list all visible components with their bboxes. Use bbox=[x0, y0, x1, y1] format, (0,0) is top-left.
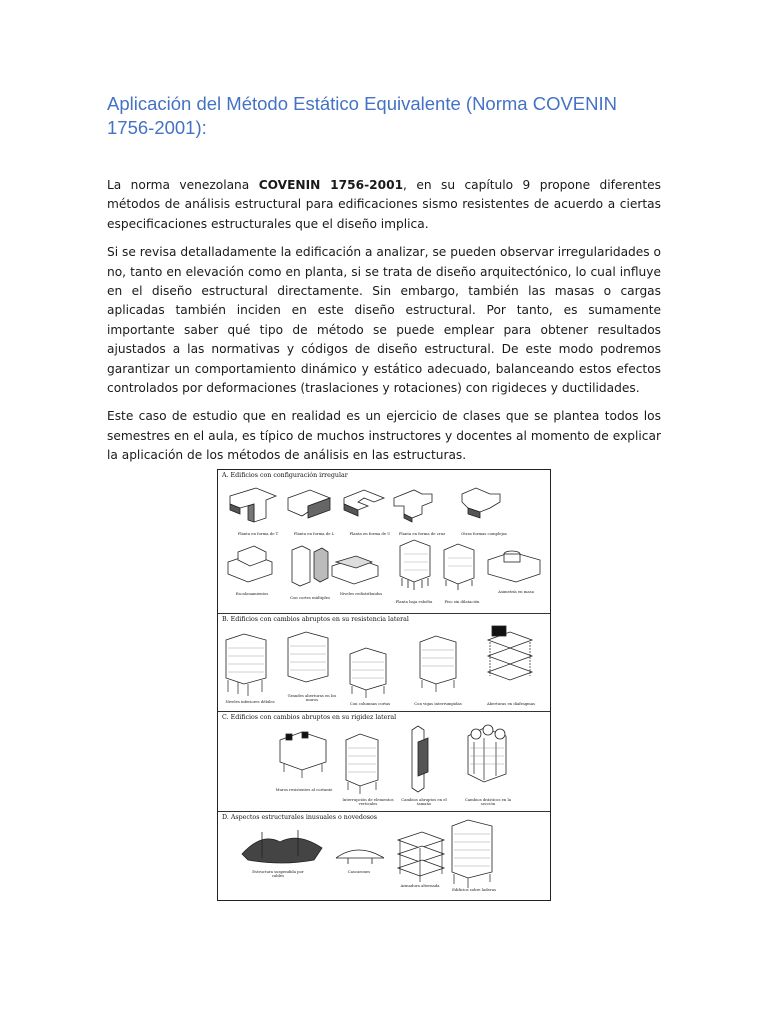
caption-a-7: Niveles redistribuidos bbox=[339, 591, 383, 596]
caption-c-1: Interrupción de elementos verticales bbox=[342, 797, 394, 807]
caption-b-3: Con vigas interrumpidas bbox=[414, 701, 462, 706]
caption-d-0: Estructura suspendida por cables bbox=[252, 869, 304, 879]
caption-c-3: Cambios drásticos en la sección bbox=[465, 797, 511, 807]
caption-a-10: Asimetría en masa bbox=[498, 589, 534, 594]
caption-a-5: Escalonamientos bbox=[235, 591, 269, 596]
panel-b bbox=[218, 614, 550, 712]
panel-b-drawings bbox=[218, 614, 550, 712]
panel-c-title: C. Edificios con cambios abruptos en su rigidez lateral bbox=[222, 714, 397, 721]
caption-b-2: Con columnas cortas bbox=[349, 701, 391, 706]
irregular-buildings-figure bbox=[217, 469, 551, 901]
caption-d-3: Edificios sobre laderas bbox=[452, 887, 496, 892]
panel-c bbox=[218, 712, 550, 812]
caption-a-4: Otras formas complejas bbox=[461, 531, 507, 536]
caption-a-2: Planta en forma de U bbox=[349, 531, 391, 536]
caption-a-0: Planta en forma de T bbox=[237, 531, 279, 536]
panel-a-title: A. Edificios con configuración irregular bbox=[222, 472, 348, 479]
panel-d-title: D. Aspectos estructurales inusuales o novedosos bbox=[222, 814, 377, 821]
document-title: Aplicación del Método Estático Equivalente (Norma COVENIN 1756-2001): bbox=[107, 93, 618, 138]
caption-b-4: Aberturas en diafragmas bbox=[487, 701, 535, 706]
document-body bbox=[107, 176, 661, 475]
caption-c-2: Cambios abruptos en el tamaño bbox=[401, 797, 447, 807]
panel-d-drawings bbox=[218, 812, 550, 900]
panel-d bbox=[218, 812, 550, 900]
caption-b-1: Grandes aberturas en los muros bbox=[287, 693, 337, 703]
caption-a-1: Planta en forma de L bbox=[293, 531, 335, 536]
caption-d-1: Cascarones bbox=[347, 869, 371, 874]
p1-after: , en su capítulo 9 propone diferentes métodos de análisis estructural para edificaciones sismo resistentes de acuerdo a ciertas especificaciones estructurales que el diseño implica. bbox=[107, 178, 661, 231]
caption-a-3: Planta en forma de cruz bbox=[398, 531, 446, 536]
caption-c-0: Muros resistentes al cortante bbox=[275, 787, 333, 792]
caption-d-2: Armadura alternada bbox=[400, 883, 440, 888]
caption-a-8: Planta baja esbelta bbox=[395, 599, 433, 604]
p1-before: La norma venezolana bbox=[107, 178, 259, 192]
caption-a-9: Piso sin dilatación bbox=[444, 599, 480, 604]
p1-norma-bold: COVENIN 1756-2001 bbox=[258, 178, 404, 192]
panel-a bbox=[218, 470, 550, 614]
paragraph-3: Este caso de estudio que en realidad es un ejercicio de clases que se plantea todos los semestres en el aula, es típico de muchos instructores y docentes al momento de explicar la aplicación de los métodos de análisis en las estructuras. bbox=[107, 409, 661, 463]
panel-b-title: B. Edificios con cambios abruptos en su resistencia lateral bbox=[222, 616, 409, 623]
caption-a-6: Con cortes múltiples bbox=[290, 595, 330, 600]
paragraph-2: Si se revisa detalladamente la edificación a analizar, se pueden observar irregularidades o no, tanto en elevación como en planta, si se trata de diseño arquitectónico, lo cual influye en el diseño estructural directamente. Sin embargo, también las masas o cargas aplicadas también inciden en este diseño estructural. Por tanto, es sumamente importante saber qué tipo de método se puede emplear para obtener resultados ajustados a las normativas y códigos de diseño estructural. De este modo podremos garantizar un comportamiento dinámico y estático adecuado, balanceando estos efectos controlados por deformaciones (traslaciones y rotaciones) con rigideces y ductilidades. bbox=[107, 245, 661, 396]
caption-b-0: Niveles inferiores débiles bbox=[225, 699, 275, 704]
paragraph-1 bbox=[107, 176, 661, 234]
